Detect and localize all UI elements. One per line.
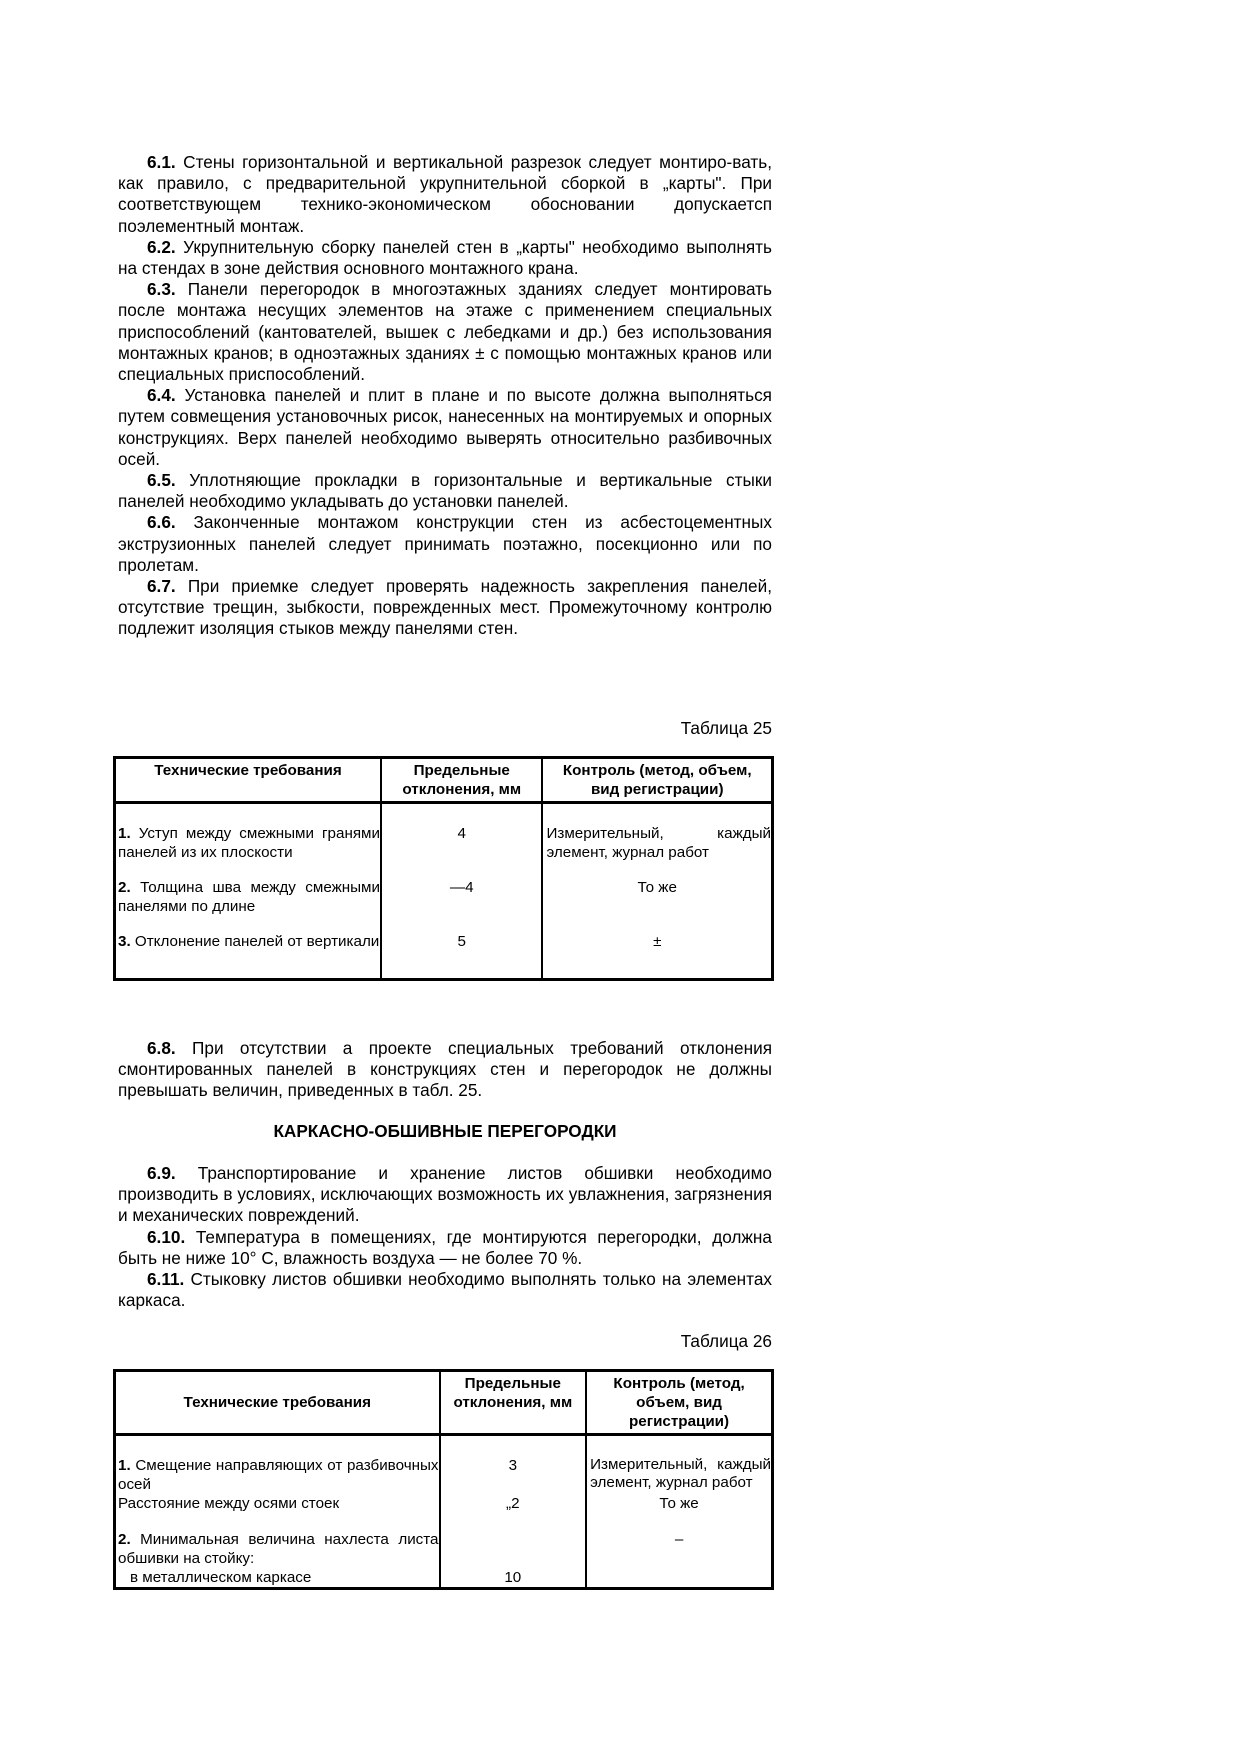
requirement-cell: в металлическом каркасе [115, 1568, 440, 1589]
requirement-text: Отклонение панелей от вертикали [130, 933, 380, 950]
header-control: Контроль (метод, объем, вид регистрации) [586, 1371, 772, 1435]
paragraphs-mid [118, 1163, 772, 1311]
table-26 [113, 1369, 774, 1590]
paragraph-number: 6.9. [147, 1163, 176, 1183]
paragraph-number: 6.11. [147, 1269, 185, 1290]
table-row [115, 803, 773, 863]
deviation-cell: 4 [381, 803, 542, 863]
paragraph-number: 6.7. [147, 576, 176, 597]
paragraph-number: 6.1. [147, 152, 176, 172]
paragraph-6-5 [118, 470, 772, 512]
deviation-cell: „2 [440, 1494, 587, 1530]
paragraph-number: 6.2. [147, 236, 176, 257]
paragraphs-top [118, 152, 772, 640]
paragraph-text: Транспортирование и хранение листов обшивки необходимо производить в условиях, исключающих возможность их увлажнения, загрязнения и механических повреждений. [118, 1163, 772, 1226]
row-number: 2. [118, 1531, 131, 1548]
paragraph-6-1 [118, 152, 772, 237]
table-row [115, 862, 773, 916]
paragraph-6-8-block [118, 1038, 772, 1102]
paragraph-number: 6.10. [147, 1226, 186, 1247]
row-number: 1. [118, 1457, 131, 1474]
header-requirements: Технические требования [115, 758, 382, 803]
paragraph-6-7 [118, 576, 772, 640]
control-cell: Измерительный, каждый элемент, журнал работ [586, 1435, 772, 1495]
header-control: Контроль (метод, объем, вид регистрации) [542, 758, 772, 803]
requirement-cell [115, 1435, 440, 1495]
control-cell: – [586, 1530, 772, 1568]
paragraph-text: Уплотняющие прокладки в горизонтальные и вертикальные стыки панелей необходимо укладывать до установки панелей. [118, 470, 772, 512]
paragraph-text: Температура в помещениях, где монтируются перегородки, должна быть не ниже 10° С, влажность воздуха — не более 70 %. [118, 1226, 772, 1268]
requirement-text: Уступ между смежными гранями панелей из их плоскости [118, 825, 380, 861]
paragraph-6-9 [118, 1163, 772, 1227]
paragraph-6-4 [118, 385, 772, 470]
table-header-row [115, 758, 773, 803]
row-number: 3. [118, 933, 131, 950]
paragraph-number: 6.5. [147, 470, 176, 491]
requirement-cell [115, 916, 382, 980]
paragraph-text: Стены горизонтальной и вертикальной разрезок следует монтиро-вать, как правило, с предварительной укрупнительной сборкой в „карты". При соответствующем технико-экономическом обосновании допускаетсп поэлементный монтаж. [118, 152, 772, 236]
table-25-caption: Таблица 25 [680, 718, 772, 738]
table-row [115, 1494, 773, 1530]
paragraph-6-11 [118, 1269, 772, 1311]
requirement-text: Толщина шва между смежными панелями по длине [118, 879, 380, 915]
paragraph-number: 6.4. [147, 385, 176, 406]
deviation-cell: 3 [440, 1435, 587, 1495]
table-row [115, 1530, 773, 1568]
paragraph-number: 6.6. [147, 512, 176, 533]
table-header-row [115, 1371, 773, 1435]
control-cell [586, 1568, 772, 1589]
control-cell: То же [542, 862, 772, 916]
requirement-text: Смещение направляющих от разбивочных осей [118, 1457, 439, 1493]
control-cell: ± [542, 916, 772, 980]
paragraph-6-8 [118, 1038, 772, 1102]
row-number: 2. [118, 879, 131, 896]
section-heading: КАРКАСНО-ОБШИВНЫЕ ПЕРЕГОРОДКИ [273, 1121, 617, 1141]
paragraph-number: 6.8. [147, 1038, 176, 1058]
paragraph-text: Законченные монтажом конструкции стен из асбестоцементных экструзионных панелей следует принимать поэтажно, посекционно или по пролетам. [118, 512, 772, 575]
requirement-cell: Расстояние между осями стоек [115, 1494, 440, 1530]
paragraph-text: Установка панелей и плит в плане и по высоте должна выполняться путем совмещения установочных рисок, нанесенных на монтируемых и опорных конструкциях. Верх панелей необходимо выверять относительно разбивочных осей. [118, 385, 772, 469]
control-cell: То же [586, 1494, 772, 1530]
paragraph-text: Стыковку листов обшивки необходимо выполнять только на элементах каркаса. [118, 1269, 772, 1311]
paragraph-6-2 [118, 237, 772, 279]
row-number: 1. [118, 825, 131, 842]
paragraph-6-6 [118, 512, 772, 576]
control-cell: Измерительный, каждый элемент, журнал работ [542, 803, 772, 863]
header-deviations: Предельные отклонения, мм [440, 1371, 587, 1435]
requirement-text: Минимальная величина нахлеста листа обшивки на стойку: [118, 1531, 439, 1567]
table-row [115, 1568, 773, 1589]
paragraph-text: Укрупнительную сборку панелей стен в „карты" необходимо выполнять на стендах в зоне действия основного монтажного крана. [118, 236, 772, 279]
table-row [115, 1435, 773, 1495]
deviation-cell [440, 1530, 587, 1568]
table-26-caption: Таблица 26 [680, 1331, 772, 1351]
table-row [115, 916, 773, 980]
paragraph-6-10 [118, 1227, 772, 1269]
paragraph-6-3 [118, 279, 772, 385]
paragraph-text: При отсутствии а проекте специальных требований отклонения смонтированных панелей в конструкциях стен и перегородок не должны превышать величин, приведенных в табл. 25. [118, 1038, 772, 1101]
table-25 [113, 756, 774, 981]
requirement-cell [115, 1530, 440, 1568]
header-deviations: Предельные отклонения, мм [381, 758, 542, 803]
paragraph-text: При приемке следует проверять надежность закрепления панелей, отсутствие трещин, зыбкости, поврежденных мест. Промежуточному контролю подлежит изоляция стыков между панелями стен. [118, 576, 772, 639]
paragraph-text: Панели перегородок в многоэтажных зданиях следует монтировать после монтажа несущих элементов на этаже с применением специальных приспособлений (кантователей, вышек с лебедками и др.) без использования монтажных кранов; в одноэтажных зданиях ± с помощью монтажных кранов или специальных приспособлений. [118, 279, 772, 385]
deviation-cell: 5 [381, 916, 542, 980]
header-requirements: Технические требования [115, 1371, 440, 1435]
deviation-cell: 10 [440, 1568, 587, 1589]
requirement-cell [115, 803, 382, 863]
deviation-cell: —4 [381, 862, 542, 916]
paragraph-number: 6.3. [147, 279, 176, 300]
requirement-cell [115, 862, 382, 916]
